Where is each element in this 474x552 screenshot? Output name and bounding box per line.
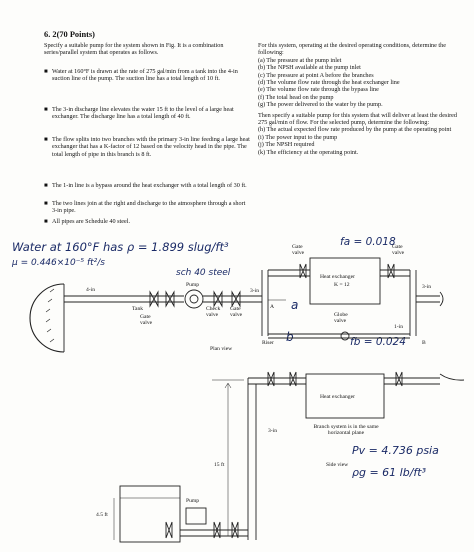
label-side-view: Side view [326, 462, 349, 468]
bullet-item: ■ Water at 160°F is drawn at the rate of 275 gal/min from a tank into the 4-in suction line of the pump. The suction line has a total length of 10 ft. [44, 68, 238, 83]
question-f: (f) The total head on the pump [258, 93, 334, 101]
handwritten-a-label: a [291, 298, 299, 312]
bullet-icon: ■ [44, 136, 48, 143]
label-3in-side: 3-in [268, 428, 278, 434]
label-heat-exchanger-side: Heat exchanger [320, 394, 355, 400]
problem-title: 6. 2(70 Points) [44, 30, 95, 39]
handwritten-b-label: b [286, 330, 294, 344]
bullet-icon: ■ [44, 106, 48, 113]
handwritten-viscosity-note: μ = 0.446×10⁻⁵ ft²/s [12, 258, 105, 268]
label-globe-valve: Globe valve [334, 312, 348, 324]
question-e: (e) The volume flow rate through the bypass line [258, 86, 379, 94]
question-d: (d) The volume flow rate through the heat exchanger line [258, 79, 400, 87]
question-k: (k) The efficiency at the operating point. [258, 148, 359, 156]
label-gate-valve-top-right: Gate valve [392, 244, 405, 256]
bullet-icon: ■ [44, 68, 48, 75]
label-tank: Tank [132, 306, 144, 312]
label-riser: Riser [262, 340, 274, 346]
label-3in-left: 3-in [250, 288, 260, 294]
label-pump: Pump [186, 282, 200, 288]
bullet-item: ■ The 3-in discharge line elevates the water 15 ft to the level of a large heat exchanger. The discharge line has a total length of 40 ft. [44, 106, 234, 121]
label-heat-exchanger-plan: Heat exchanger [320, 274, 355, 280]
question-h: (h) The actual expected flow rate produced by the pump at the operating point [258, 126, 452, 134]
label-3in-right: 3-in [422, 284, 432, 290]
question-i: (i) The power input to the pump [258, 133, 338, 141]
question-c: (c) The pressure at point A before the branches [258, 71, 374, 79]
label-point-a: A [270, 304, 275, 310]
questions-lead-2: Then specify a suitable pump for this system that will deliver at least the desired 275 gal/min of flow. For the selected pump, determine the following: [258, 111, 457, 127]
label-check-valve: Check valve [206, 306, 221, 318]
label-k-factor: K = 12 [334, 282, 350, 288]
question-g: (g) The power delivered to the water by the pump. [258, 101, 383, 109]
label-gate-valve-top-left: Gate valve [292, 244, 305, 256]
label-1in: 1-in [394, 324, 404, 330]
label-4in: 4-in [86, 287, 96, 293]
bullet-icon: ■ [44, 218, 48, 225]
bullet-item: ■ The 1-in line is a bypass around the heat exchanger with a total length of 30 ft. [44, 182, 247, 189]
label-15ft: 15 ft [214, 462, 225, 468]
handwritten-fa-note: fa = 0.018 [340, 236, 396, 248]
handwritten-pg-note: ρg = 61 lb/ft³ [352, 466, 427, 479]
question-j: (j) The NPSH required [258, 141, 315, 149]
question-a: (a) The pressure at the pump inlet [258, 56, 342, 64]
problem-intro: Specify a suitable pump for the system shown in Fig. It is a combination series/parallel system that operates as follows. [44, 42, 224, 57]
bullet-item: ■ The flow splits into two branches with the primary 3-in line feeding a large heat exchanger that has a K-factor of 12 based on the velocity head in the pipe. The total length of pipe in this branch is 8 ft. [44, 136, 250, 158]
handwritten-schedule-note: sch 40 steel [176, 268, 231, 278]
label-point-b: B [422, 340, 426, 346]
handwritten-fb-note: fb = 0.024 [350, 336, 406, 348]
bullet-item: ■ All pipes are Schedule 40 steel. [44, 218, 131, 225]
handwritten-density-note: Water at 160°F has ρ = 1.899 slug/ft³ [12, 240, 229, 254]
bullet-icon: ■ [44, 182, 48, 189]
question-b: (b) The NPSH available at the pump inlet [258, 64, 361, 72]
label-gate-valve-1: Gate valve [140, 314, 153, 326]
label-plan-view: Plan view [210, 346, 233, 352]
label-gate-valve-2: Gate valve [230, 306, 243, 318]
questions-lead: For this system, operating at the desired operating conditions, determine the following: [258, 42, 446, 57]
handwritten-pv-note: Pv = 4.736 psia [352, 444, 439, 457]
label-branch-note: Branch system is in the same horizontal plane [313, 424, 379, 436]
label-4-5ft: 4.5 ft [96, 512, 108, 518]
bullet-item: ■ The two lines join at the right and discharge to the atmosphere through a short 3-in pipe. [44, 200, 246, 215]
label-pump-side: Pump [186, 498, 200, 504]
bullet-icon: ■ [44, 200, 48, 207]
